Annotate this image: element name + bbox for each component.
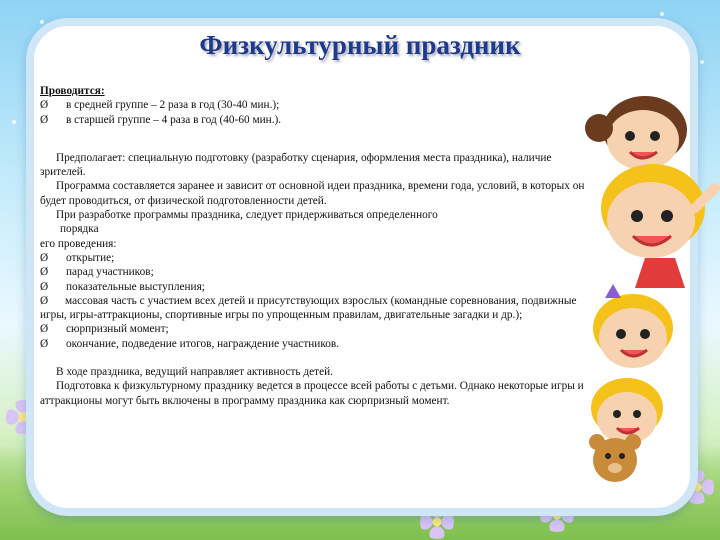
child-face-icon <box>591 378 663 444</box>
order-item: Ø открытие; <box>40 251 115 264</box>
spacer <box>40 141 585 151</box>
sparkle <box>660 12 664 16</box>
paragraph: При разработке программы праздника, следует придерживаться определенного <box>56 209 438 222</box>
paragraph: Предполагает: специальную подготовку (разработку сценария, оформления места праздника), наличие зрителей. <box>40 151 552 179</box>
spacer <box>40 127 585 141</box>
arrow-bullet-icon: Ø <box>40 294 49 307</box>
child-face-icon <box>585 96 687 170</box>
sparkle <box>12 120 16 124</box>
order-item: Ø сюрпризный момент; <box>40 323 169 336</box>
page-title: Физкультурный праздник <box>199 30 521 60</box>
paragraph: порядка <box>60 223 99 236</box>
paragraph: его проведения: <box>40 237 117 250</box>
order-item: Ø показательные выступления; <box>40 280 205 293</box>
sparkle <box>40 20 44 24</box>
paragraph: Подготовка к физкультурному празднику ведется в процессе всей работы с детьми. Однако некоторые игры и аттракционы могут быть включены в программу праздника как сюрпризный момент. <box>40 380 584 407</box>
lead-label: Проводится: <box>40 85 105 97</box>
teddy-bear-icon <box>589 434 641 482</box>
order-item: Ø массовая часть с участием всех детей и присутствующих взрослых (командные соревнования, подвижные игры, игры-аттракционы, спортивные игры по упрощенным правилам, двигательные загадки и др.); <box>40 294 577 322</box>
spacer <box>40 351 585 365</box>
arrow-bullet-icon: Ø <box>40 99 49 112</box>
arrow-bullet-icon: Ø <box>40 251 49 264</box>
arrow-bullet-icon: Ø <box>40 323 49 336</box>
schedule-item: Ø в старшей группе – 4 раза в год (40-60 мин.). <box>40 113 282 126</box>
order-item: Ø окончание, подведение итогов, награждение участников. <box>40 337 340 350</box>
arrow-bullet-icon: Ø <box>40 113 49 126</box>
arrow-bullet-icon: Ø <box>40 280 49 293</box>
schedule-item: Ø в средней группе – 2 раза в год (30-40 мин.); <box>40 99 280 112</box>
paragraph: Программа составляется заранее и зависит от основной идеи праздника, времени года, условий, в которых он будет проводиться, от физической подготовленности детей. <box>40 180 585 207</box>
document-body <box>40 84 585 408</box>
child-face-icon <box>593 284 673 368</box>
paragraph: В ходе праздника, ведущий направляет активность детей. <box>56 366 333 379</box>
order-item: Ø парад участников; <box>40 266 154 279</box>
arrow-bullet-icon: Ø <box>40 337 49 350</box>
arrow-bullet-icon: Ø <box>40 266 49 279</box>
cartoon-children-illustration <box>575 88 720 488</box>
child-face-icon <box>601 164 715 288</box>
